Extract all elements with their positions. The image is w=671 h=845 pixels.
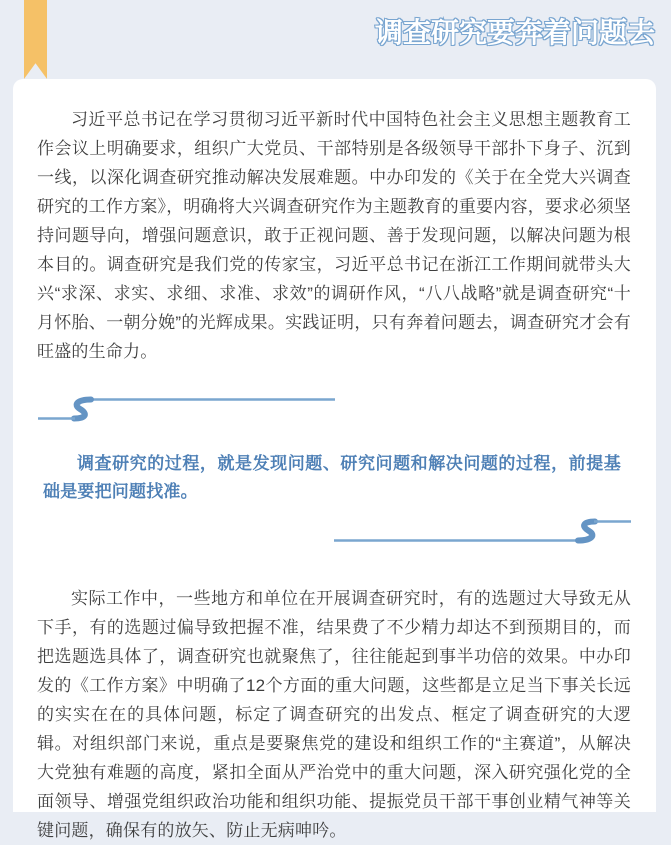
quote-block xyxy=(37,394,631,546)
scroll-flourish-bottom-icon xyxy=(332,516,634,546)
page-title: 调查研究要奔着问题去 xyxy=(374,17,655,48)
scroll-flourish-top-icon xyxy=(35,394,337,424)
pull-quote-text: 调查研究的过程，就是发现问题、研究问题和解决问题的过程，前提基础是要把问题找准。 xyxy=(43,454,621,501)
article-card xyxy=(13,79,656,840)
article-paragraph: 习近平总书记在学习贯彻习近平新时代中国特色社会主义思想主题教育工作会议上明确要求，组织广大党员、干部特别是各级领导干部扑下身子、沉到一线，以深化调查研究推动解决发展难题。中办印发的《关于在全党大兴调查研究的工作方案》，明确将大兴调查研究作为主题教育的重要内容，要求必须坚持问题导向，增强问题意识，敢于正视问题、善于发现问题，以解决问题为根本目的。调查研究是我们党的传家宝，习近平总书记在浙江工作期间就带头大兴“求深、求实、求细、求准、求效”的调研作风，“八八战略”就是调查研究“十月怀胎、一朝分娩”的光辉成果。实践证明，只有奔着问题去，调查研究才会有旺盛的生命力。 xyxy=(37,110,631,361)
bookmark-ribbon xyxy=(24,0,47,79)
article-paragraph: 实际工作中，一些地方和单位在开展调查研究时，有的选题过大导致无从下手，有的选题过偏导致把握不准，结果费了不少精力却达不到预期目的，而把选题选具体了，调查研究也就聚焦了，往往能起到事半功倍的效果。中办印发的《工作方案》中明确了12个方面的重大问题，这些都是立足当下事关长远的实实在在的具体问题，标定了调查研究的出发点、框定了调查研究的大逻辑。对组织部门来说，重点是要聚焦党的建设和组织工作的“主赛道”，从解决大党独有难题的高度，紧扣全面从严治党中的重大问题，深入研究强化党的全面领导、增强党组织政治功能和组织功能、提振党员干部干事创业精气神等关键问题，确保有的放矢、防止无病呻吟。 xyxy=(37,589,631,840)
